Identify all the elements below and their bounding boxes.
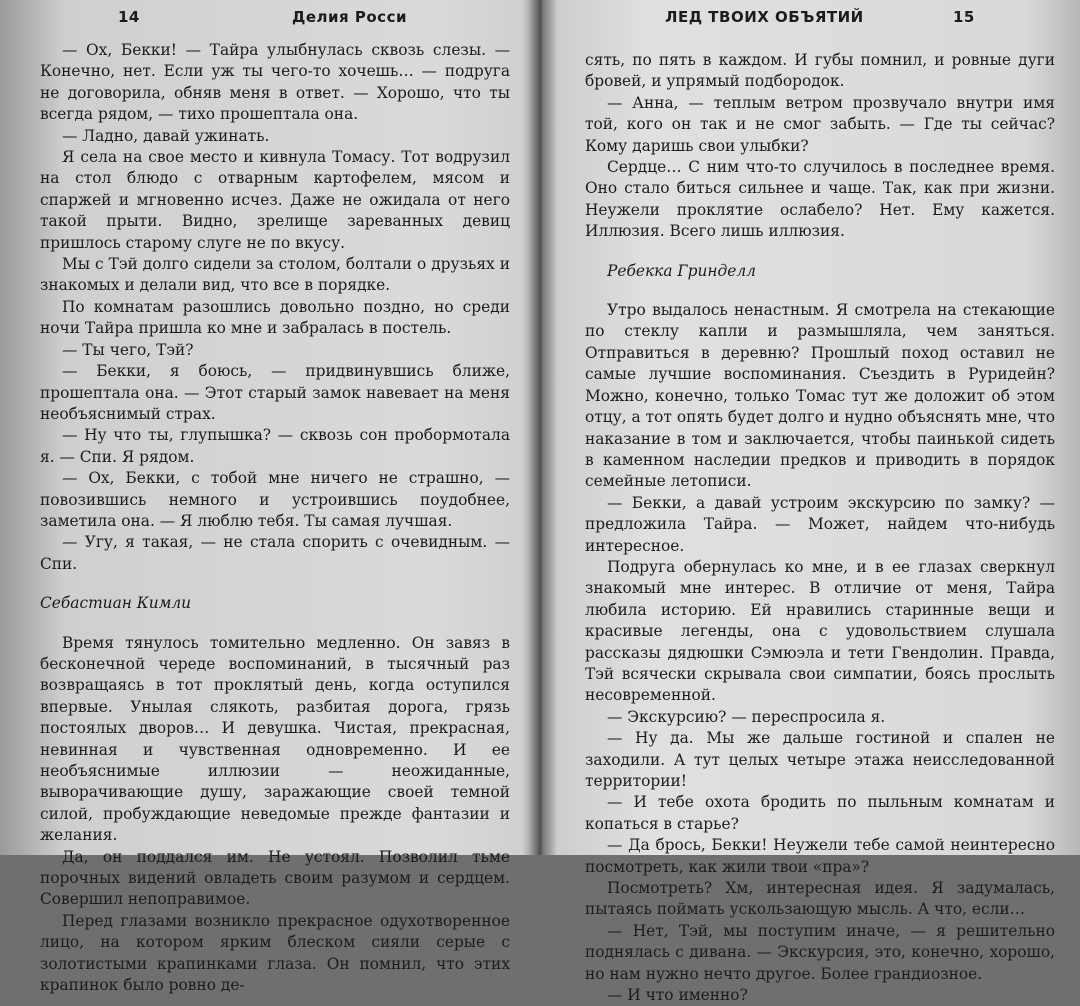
- left-page: [40, 0, 510, 995]
- section-author-heading: Ребекка Гринделл: [607, 261, 756, 280]
- paragraph: — Бекки, а давай устроим экскурсию по замку? — предложила Тайра. — Может, найдем что-нибудь интересное.: [585, 493, 1055, 555]
- paragraph: — Нет, Тэй, мы поступим иначе, — я решительно поднялась с дивана. — Экскурсия, это, конечно, хорошо, но нам нужно нечто другое. Более грандиозное.: [585, 921, 1055, 983]
- section-author-heading: Себастиан Кимли: [40, 594, 192, 613]
- right-page-running-title: ЛЕД ТВОИХ ОБЪЯТИЙ: [665, 8, 864, 26]
- paragraph: — Бекки, я боюсь, — придвинувшись ближе, прошептала она. — Этот старый замок навевает на меня необъяснимый страх.: [40, 362, 510, 423]
- right-page-number: 15: [953, 8, 975, 26]
- paragraph: Посмотреть? Хм, интересная идея. Я задумалась, пытаясь поймать ускользающую мысль. А что, если…: [585, 879, 1055, 919]
- paragraph: — Ох, Бекки! — Тайра улыбнулась сквозь слезы. — Конечно, нет. Если уж ты чего-то хочешь… — подруга не договорила, обняв меня в ответ. — Хорошо, что ты всегда рядом, — тихо прошептала она.: [40, 41, 510, 124]
- paragraph: Время тянулось томительно медленно. Он завяз в бесконечной череде воспоминаний, в тысячный раз возвращаясь в тот проклятый день, когда оступился впервые. Унылая слякоть, разбитая дорога, грязь постоялых дворов… И девушка. Чистая, прекрасная, невинная и чувственная одновременно. И ее необъяснимые иллюзии — неожиданные, выворачивающие душу, заражающие своей темной силой, пробуждающие неведомые прежде фантазии и желания.: [40, 633, 510, 845]
- right-page: [585, 0, 1055, 1005]
- left-page-running-title: Делия Росси: [292, 8, 407, 26]
- paragraph: — Ты чего, Тэй?: [62, 340, 194, 359]
- paragraph: Мы с Тэй долго сидели за столом, болтали о друзьях и знакомых и делали вид, что все в порядке.: [40, 255, 510, 295]
- paragraph: — И тебе охота бродить по пыльным комнатам и копаться в старье?: [585, 793, 1055, 833]
- paragraph: Я села на свое место и кивнула Томасу. Тот водрузил на стол блюдо с отварным картофелем, мясом и спаржей и мгновенно исчез. Даже не ожидала от него такой прыти. Видно, зрелище зареванных девиц пришлось старому слуге не по вкусу.: [40, 148, 510, 252]
- paragraph: — И что именно?: [607, 986, 748, 1005]
- left-page-body: [40, 40, 510, 996]
- paragraph: Сердце… С ним что-то случилось в последнее время. Оно стало биться сильнее и чаще. Так, как при жизни. Неужели проклятие ослабело? Нет. Ему кажется. Иллюзия. Всего лишь иллюзия.: [585, 158, 1055, 241]
- paragraph: Утро выдалось ненастным. Я смотрела на стекающие по стеклу капли и размышляла, чем заняться. Отправиться в деревню? Прошлый поход оставил не самые лучшие воспоминания. Съездить в Руридейн? Можно, конечно, только Томас тут же доложит об этом отцу, а тот опять будет долго и нудно объяснять мне, что наказание в том и заключается, чтобы паинькой сидеть в каменном наследии предков и приводить в порядок семейные летописи.: [585, 301, 1055, 491]
- paragraph: — Ладно, давай ужинать.: [62, 126, 270, 145]
- book-gutter: [522, 0, 558, 855]
- left-page-number: 14: [118, 8, 140, 26]
- paragraph: — Экскурсию? — переспросила я.: [607, 707, 886, 726]
- paragraph: — Да брось, Бекки! Неужели тебе самой неинтересно посмотреть, как жили твои «пра»?: [585, 836, 1055, 876]
- paragraph: — Угу, я такая, — не стала спорить с очевидным. — Спи.: [40, 533, 510, 573]
- paragraph: — Ну что ты, глупышка? — сквозь сон пробормотала я. — Спи. Я рядом.: [40, 426, 510, 466]
- right-page-body: [585, 50, 1055, 1006]
- right-page-header: [585, 4, 1055, 34]
- paragraph-continuation: сять, по пять в каждом. И губы помнил, и ровные дуги бровей, и упрямый подбородок.: [585, 51, 1055, 91]
- paragraph: — Ну да. Мы же дальше гостиной и спален не заходили. А тут целых четыре этажа неисследованной территории!: [585, 729, 1055, 790]
- paragraph: По комнатам разошлись довольно поздно, но среди ночи Тайра пришла ко мне и забралась в постель.: [40, 297, 510, 338]
- paragraph: Подруга обернулась ко мне, и в ее глазах сверкнул знакомый мне интерес. В отличие от меня, Тайра любила историю. Ей нравились старинные вещи и красивые легенды, она с удовольствием слушала рассказы дядюшки Сэмюэла и тети Гвендолин. Правда, Тэй всячески скрывала свои симпатии, боясь прослыть несовременной.: [585, 557, 1055, 705]
- paragraph: — Ох, Бекки, с тобой мне ничего не страшно, — повозившись немного и устроившись поудобнее, заметила она. — Я люблю тебя. Ты самая лучшая.: [40, 469, 510, 530]
- paragraph: Да, он поддался им. Не устоял. Позволил тьме порочных видений овладеть своим разумом и сердцем. Совершил непоправимое.: [40, 847, 510, 909]
- paragraph: Перед глазами возникло прекрасное одухотворенное лицо, на котором ярким блеском сияли серые с золотистыми крапинками глаза. Он помнил, что этих крапинок было ровно де-: [40, 911, 510, 995]
- paragraph: — Анна, — теплым ветром прозвучало внутри имя той, кого он так и не смог забыть. — Где ты сейчас? Кому даришь свои улыбки?: [585, 93, 1055, 155]
- left-page-header: [40, 4, 510, 34]
